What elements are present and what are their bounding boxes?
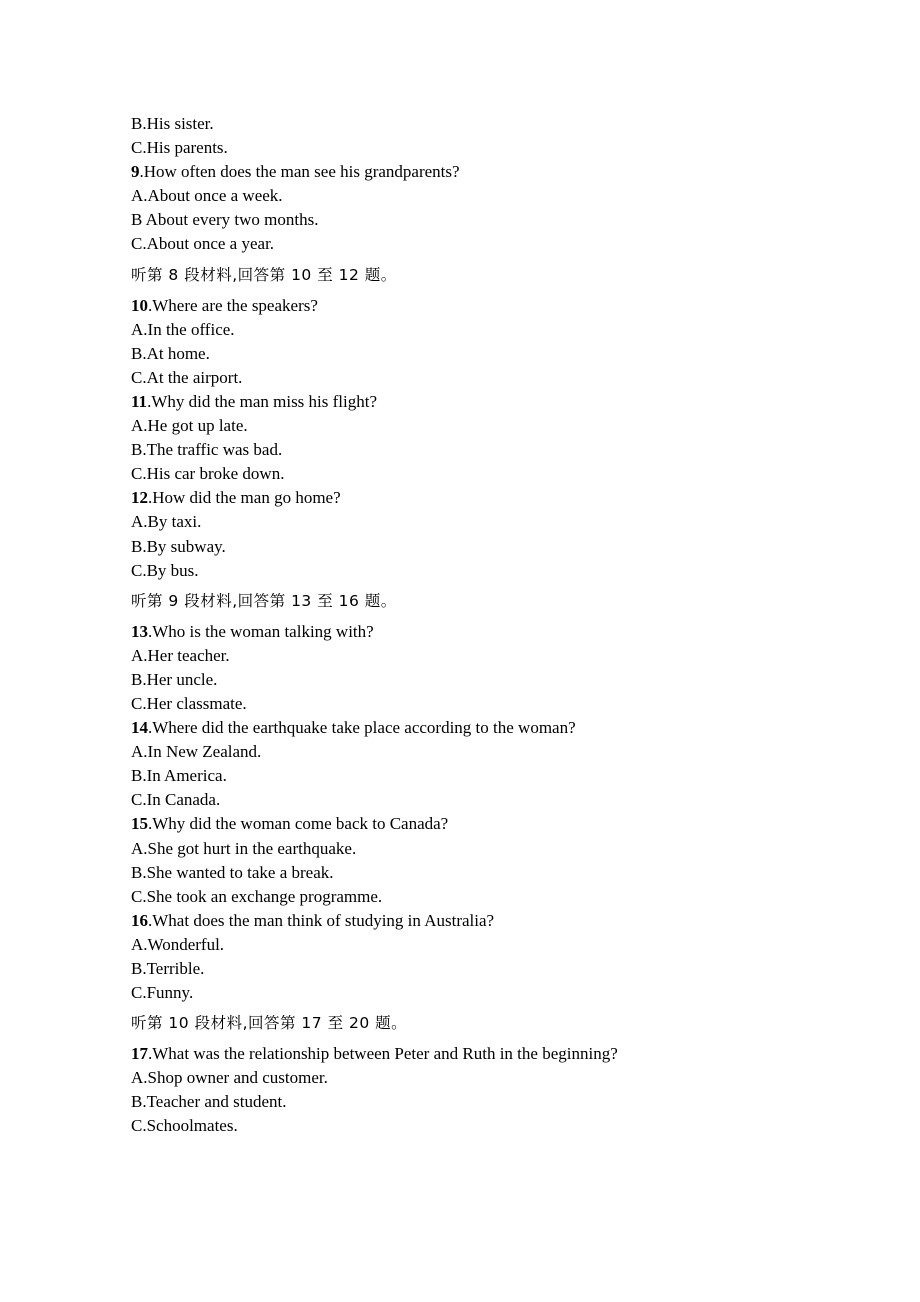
q15-question [131,812,831,836]
q17-option-b: B.Teacher and student. [131,1092,287,1112]
q10-question [131,294,831,318]
q12-text: .How did the man go home? [148,488,341,508]
q11-option-c: C.His car broke down. [131,464,285,484]
q16-number: 16 [131,910,148,930]
q13-question [131,620,831,644]
q9-option-a: A.About once a week. [131,186,283,206]
q10-text: .Where are the speakers? [148,295,318,315]
q14-number: 14 [131,718,148,738]
q14-option-b: B.In America. [131,766,227,786]
section-9-heading: 听第 9 段材料,回答第 13 至 16 题。 [131,591,397,610]
q14-text: .Where did the earthquake take place according to the woman? [148,718,576,738]
q8-option-c: C.His parents. [131,138,228,158]
q12-option-a: A.By taxi. [131,512,202,532]
q12-question [131,486,831,510]
q10-option-a: A.In the office. [131,319,235,339]
q15-option-c: C.She took an exchange programme. [131,886,383,906]
q12-option-c: C.By bus. [131,560,199,580]
q11-question [131,390,831,414]
q15-text: .Why did the woman come back to Canada? [148,814,449,834]
q13-option-a: A.Her teacher. [131,645,230,665]
q11-option-b: B.The traffic was bad. [131,440,283,460]
q16-option-c: C.Funny. [131,983,194,1003]
q9-number: 9 [131,162,140,182]
q13-option-c: C.Her classmate. [131,693,247,713]
document-page [131,112,831,1139]
section-10-heading: 听第 10 段材料,回答第 17 至 20 题。 [131,1014,408,1033]
q10-number: 10 [131,295,148,315]
q15-option-b: B.She wanted to take a break. [131,862,334,882]
q10-option-c: C.At the airport. [131,367,243,387]
q9-text: .How often does the man see his grandparents? [139,162,460,182]
q11-text: .Why did the man miss his flight? [147,391,378,411]
q11-number: 11 [131,391,148,411]
q9-question [131,160,831,184]
q15-number: 15 [131,814,148,834]
q14-question [131,716,831,740]
q15-option-a: A.She got hurt in the earthquake. [131,838,357,858]
q8-option-b: B.His sister. [131,114,214,133]
q17-question [131,1042,831,1066]
q13-option-b: B.Her uncle. [131,669,218,689]
q16-text: .What does the man think of studying in Australia? [148,910,495,930]
q16-option-b: B.Terrible. [131,959,205,978]
q16-question [131,909,831,933]
q14-option-a: A.In New Zealand. [131,742,262,762]
q17-number: 17 [131,1044,148,1064]
q16-option-a: A.Wonderful. [131,934,225,954]
q11-option-a: A.He got up late. [131,416,248,436]
section-8-heading: 听第 8 段材料,回答第 10 至 12 题。 [131,265,397,284]
q12-option-b: B.By subway. [131,536,226,556]
q12-number: 12 [131,488,148,508]
q13-text: .Who is the woman talking with? [148,621,374,641]
q17-option-c: C.Schoolmates. [131,1116,238,1136]
q17-option-a: A.Shop owner and customer. [131,1068,328,1088]
q9-option-c: C.About once a year. [131,234,275,254]
q14-option-c: C.In Canada. [131,790,221,810]
q17-text: .What was the relationship between Peter and Ruth in the beginning? [148,1044,618,1064]
q9-option-b: B About every two months. [131,210,319,230]
q13-number: 13 [131,621,148,641]
q10-option-b: B.At home. [131,343,210,363]
